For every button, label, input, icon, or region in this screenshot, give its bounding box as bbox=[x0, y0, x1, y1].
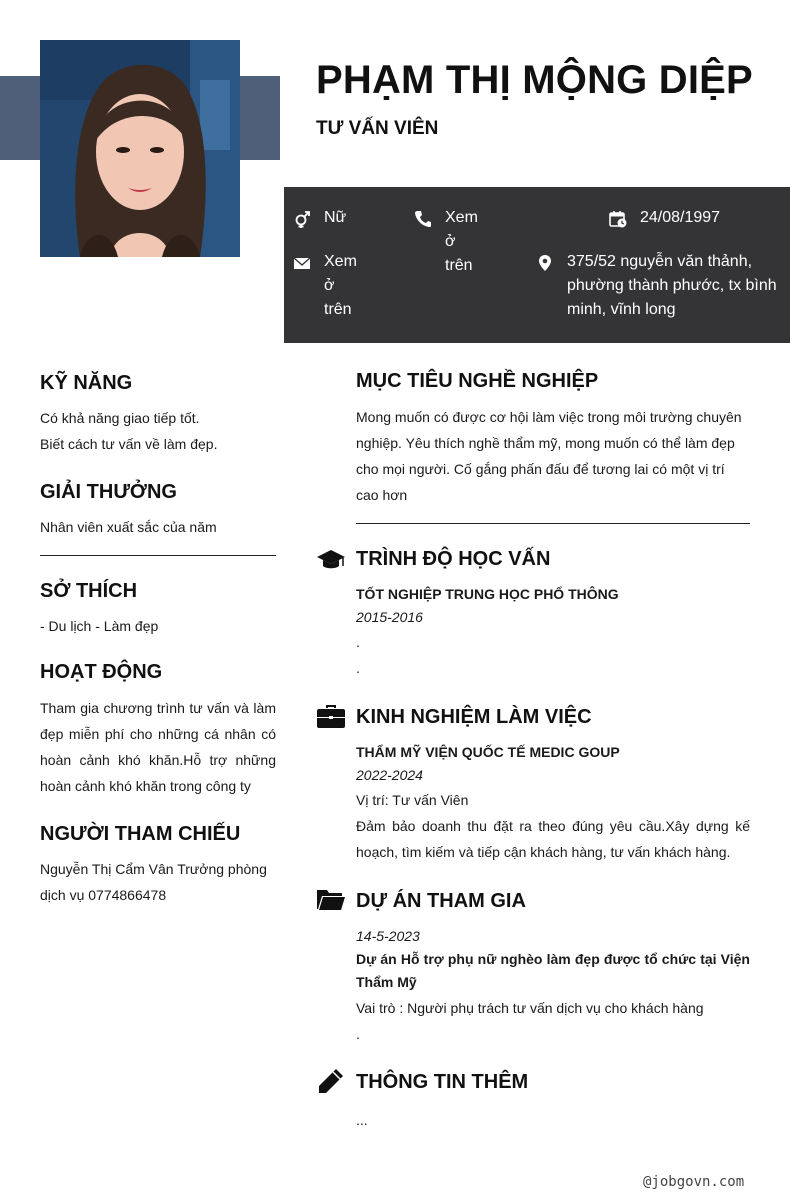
candidate-name: PHẠM THỊ MỘNG DIỆP bbox=[316, 58, 753, 102]
awards-title: GIẢI THƯỞNG bbox=[40, 481, 177, 503]
pencil-icon bbox=[316, 1066, 346, 1096]
education-detail: . bbox=[356, 660, 360, 676]
project-detail: . bbox=[356, 1026, 360, 1042]
divider bbox=[356, 523, 750, 524]
education-title: TRÌNH ĐỘ HỌC VẤN bbox=[356, 548, 551, 570]
experience-company: THẨM MỸ VIỆN QUỐC TẾ MEDIC GOUP bbox=[356, 744, 620, 760]
education-detail: . bbox=[356, 634, 360, 650]
more-info-text: ... bbox=[356, 1112, 368, 1128]
objective-text: Mong muốn có được cơ hội làm việc trong môi trường chuyên nghiệp. Yêu thích nghề thẩm mỹ, mong muốn có thể làm đẹp cho mọi người. Cố gắng phấn đấu để tương lai có một vị trí cao hơn bbox=[356, 409, 742, 503]
footer-brand: @jobgovn.com bbox=[643, 1174, 745, 1190]
projects-block bbox=[356, 925, 750, 1047]
activities-text: Tham gia chương trình tư vấn và làm đẹp miễn phí cho những cá nhân có hoàn cảnh khó khăn.Hỗ trợ những hoàn cảnh khó khăn trong công ty bbox=[40, 700, 276, 794]
experience-period: 2022-2024 bbox=[356, 767, 423, 783]
calendar-icon bbox=[609, 210, 627, 228]
mail-icon bbox=[293, 254, 311, 272]
project-role: Vai trò : Người phụ trách tư vấn dịch vụ cho khách hàng bbox=[356, 1000, 704, 1016]
projects-title: DỰ ÁN THAM GIA bbox=[356, 890, 526, 912]
contact-panel: Nữ Xem ở trên 24/08/1997 Xem ở trên 375/52 nguyễn văn thảnh, phường thành phước, tx bình minh, vĩnh long bbox=[284, 187, 790, 343]
experience-position: Vị trí: Tư vấn Viên bbox=[356, 792, 469, 808]
project-date: 14-5-2023 bbox=[356, 928, 420, 944]
references-text: Nguyễn Thị Cẩm Vân Trưởng phòng dịch vụ 0774866478 bbox=[40, 861, 267, 903]
objective-title: MỤC TIÊU NGHỀ NGHIỆP bbox=[356, 370, 599, 392]
experience-block bbox=[356, 741, 750, 865]
education-school: TỐT NGHIỆP TRUNG HỌC PHỔ THÔNG bbox=[356, 586, 619, 602]
briefcase-icon bbox=[316, 702, 346, 732]
activities-title: HOẠT ĐỘNG bbox=[40, 661, 163, 683]
folder-icon bbox=[316, 885, 346, 915]
awards-text: Nhân viên xuất sắc của năm bbox=[40, 519, 217, 535]
accent-band-left bbox=[0, 76, 44, 160]
graduation-cap-icon bbox=[316, 545, 346, 575]
experience-title: KINH NGHIỆM LÀM VIỆC bbox=[356, 706, 592, 728]
project-name: Dự án Hỗ trợ phụ nữ nghèo làm đẹp được tổ chức tại Viện Thẩm Mỹ bbox=[356, 951, 750, 990]
hobbies-text: - Du lịch - Làm đẹp bbox=[40, 618, 159, 634]
location-pin-icon bbox=[536, 254, 554, 272]
more-info-title: THÔNG TIN THÊM bbox=[356, 1071, 529, 1093]
candidate-role: TƯ VẤN VIÊN bbox=[316, 118, 439, 139]
skill-item: Biết cách tư vấn về làm đẹp. bbox=[40, 436, 218, 452]
skills-list bbox=[40, 405, 276, 457]
references-title: NGƯỜI THAM CHIẾU bbox=[40, 823, 241, 845]
education-period: 2015-2016 bbox=[356, 609, 423, 625]
gender-icon bbox=[293, 210, 311, 228]
education-block bbox=[356, 583, 750, 681]
skill-item: Có khả năng giao tiếp tốt. bbox=[40, 410, 200, 426]
accent-band-right bbox=[236, 76, 280, 160]
profile-photo bbox=[40, 40, 240, 257]
hobbies-title: SỞ THÍCH bbox=[40, 580, 138, 602]
phone-icon bbox=[414, 210, 432, 228]
divider bbox=[40, 555, 276, 556]
skills-title: KỸ NĂNG bbox=[40, 372, 133, 394]
experience-description: Đảm bảo doanh thu đặt ra theo đúng yêu cầu.Xây dựng kế hoạch, tìm kiếm và tiếp cận khách hàng, tư vấn khách hàng. bbox=[356, 818, 750, 860]
